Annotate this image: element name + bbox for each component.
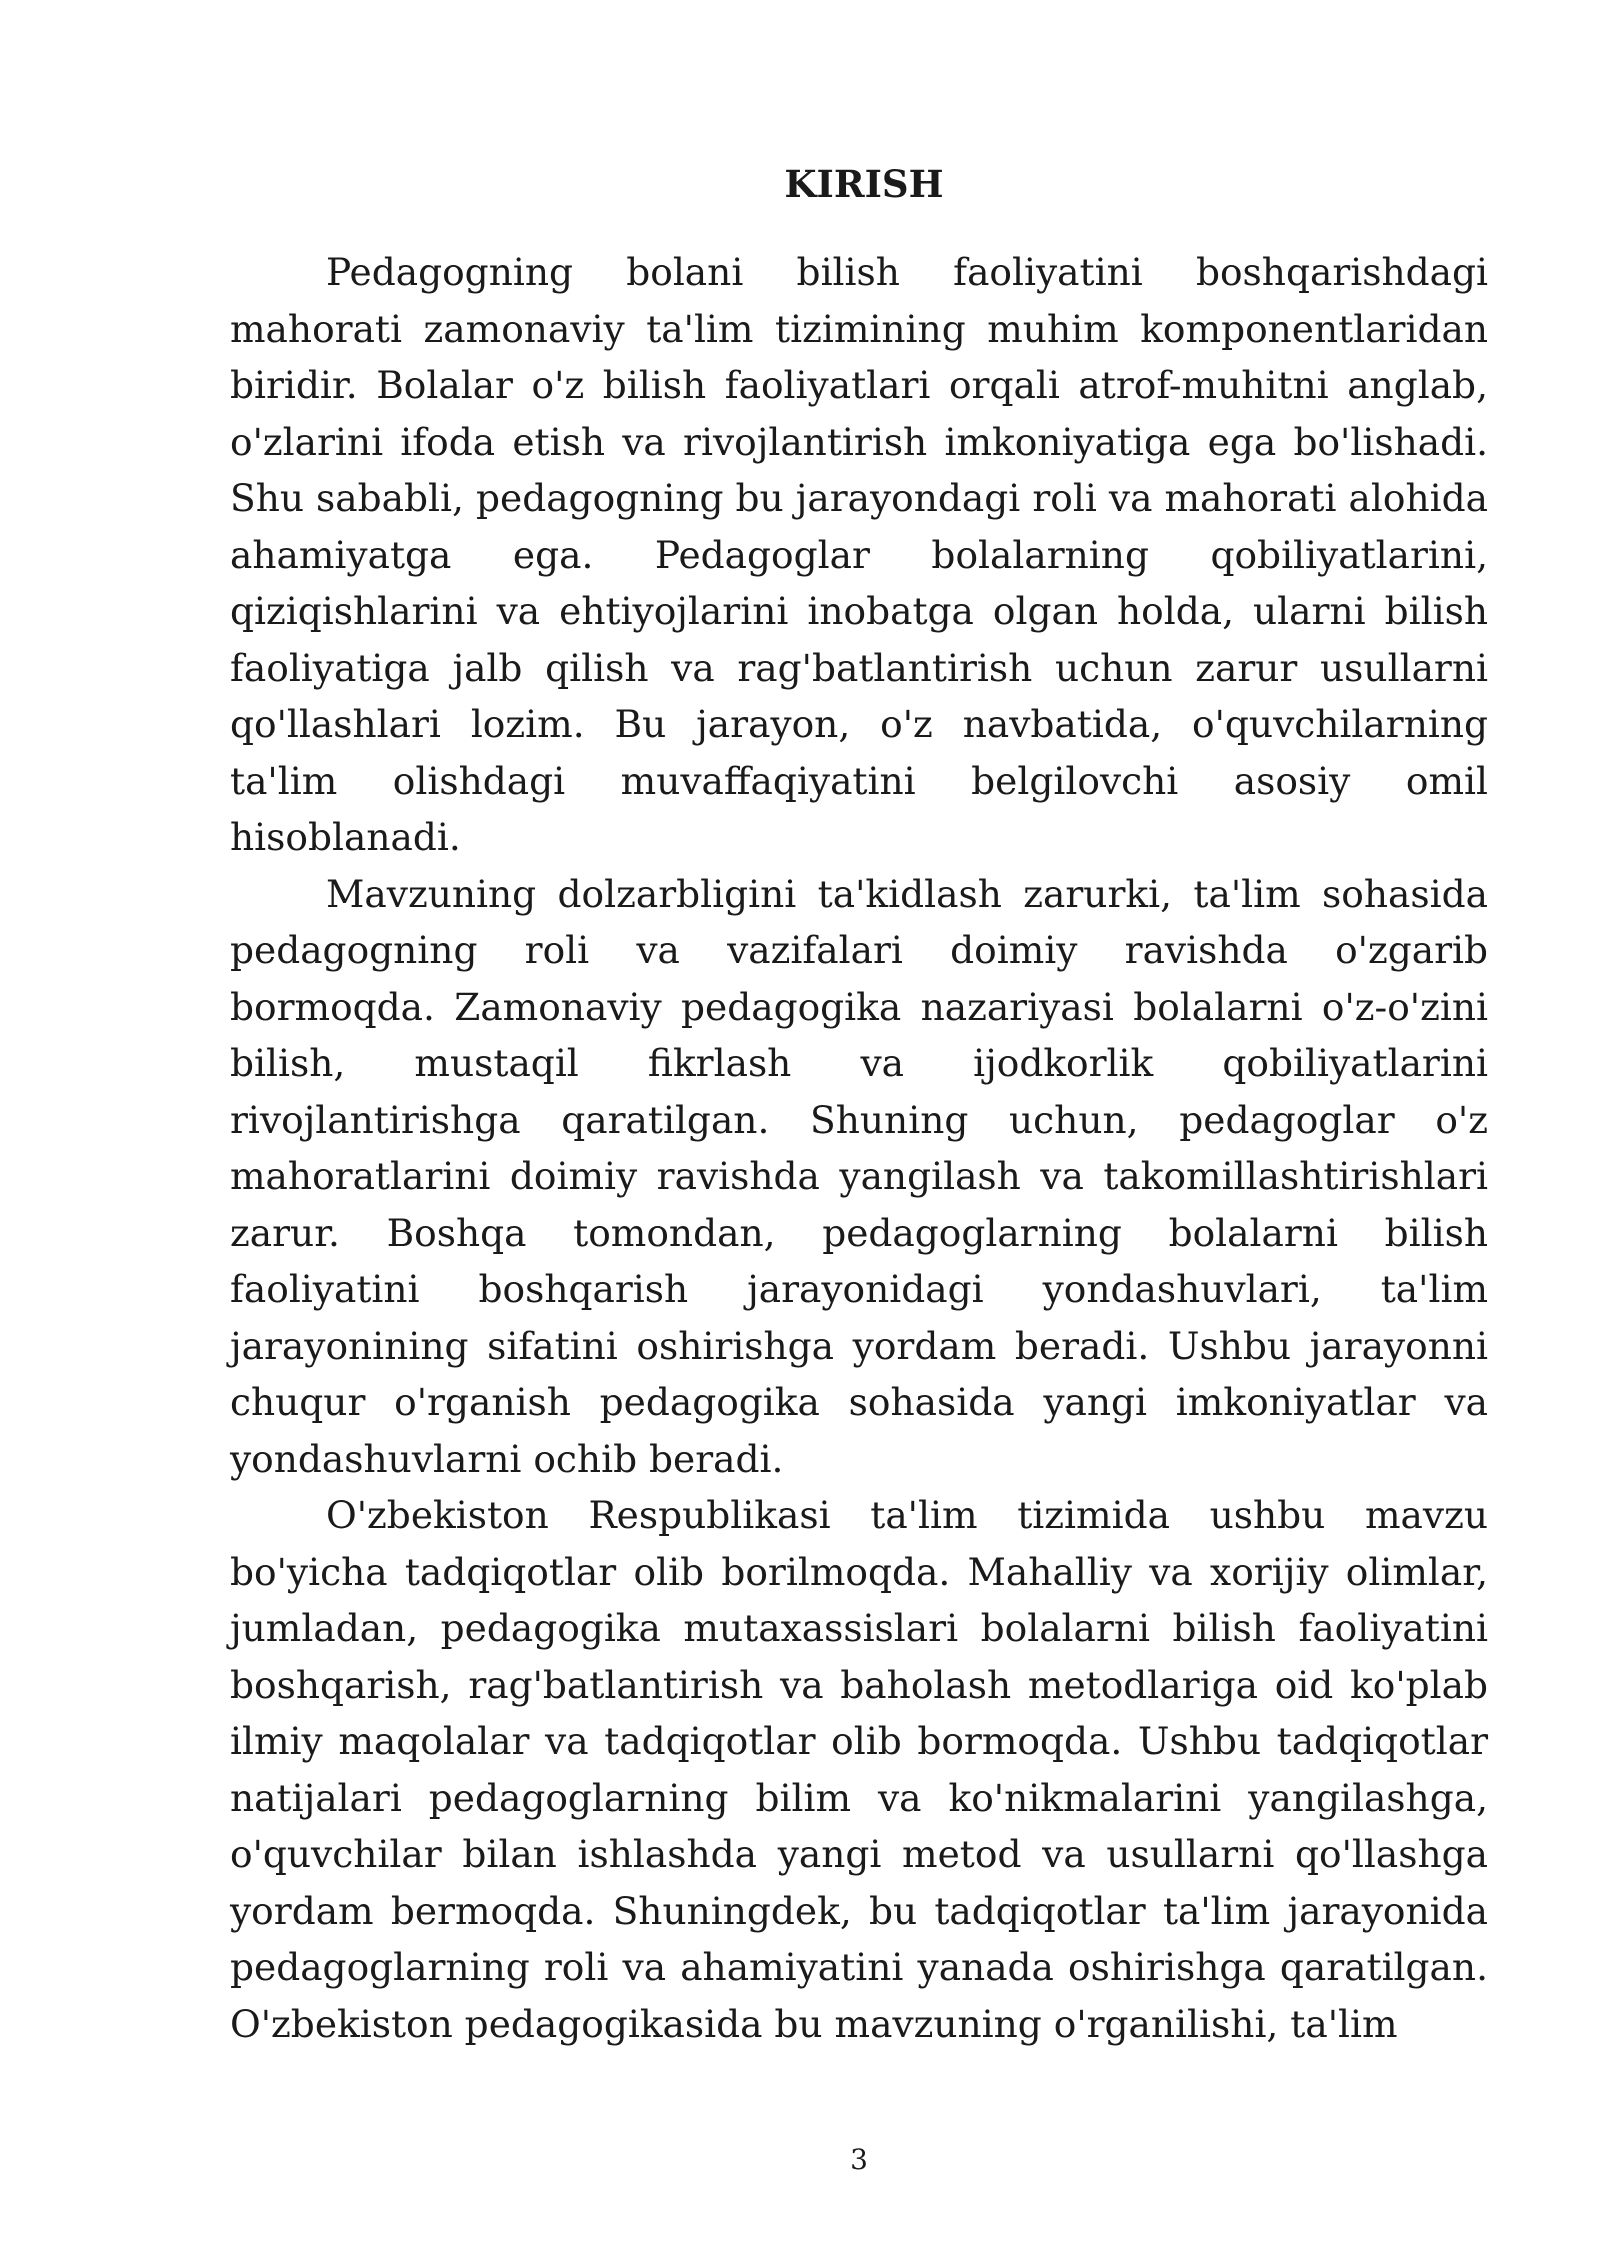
paragraph-1: Pedagogning bolani bilish faoliyatini boshqarishdagi mahorati zamonaviy ta'lim tizimining muhim komponentlaridan biridir. Bolalar o'z bilish faoliyatlari orqali atrof-muhitni anglab, o'zlarini ifoda etish va rivojlantirish imkoniyatiga ega bo'lishadi. Shu sababli, pedagogning bu jarayondagi roli va mahorati alohida ahamiyatga ega. Pedagoglar bolalarning qobiliyatlarini, qiziqishlarini va ehtiyojlarini inobatga olgan holda, ularni bilish faoliyatiga jalb qilish va rag'batlantirish uchun zarur usullarni qo'llashlari lozim. Bu jarayon, o'z navbatida, o'quvchilarning ta'lim olishdagi muvaffaqiyatini belgilovchi asosiy omil hisoblanadi. bbox=[230, 250, 1488, 859]
paragraph-3: O'zbekiston Respublikasi ta'lim tizimida ushbu mavzu bo'yicha tadqiqotlar olib borilmoqda. Mahalliy va xorijiy olimlar, jumladan, pedagogika mutaxassislari bolalarni bilish faoliyatini boshqarish, rag'batlantirish va baholash metodlariga oid ko'plab ilmiy maqolalar va tadqiqotlar olib bormoqda. Ushbu tadqiqotlar natijalari pedagoglarning bilim va ko'nikmalarini yangilashga, o'quvchilar bilan ishlashda yangi metod va usullarni qo'llashga yordam bermoqda. Shuningdek, bu tadqiqotlar ta'lim jarayonida pedagoglarning roli va ahamiyatini yanada oshirishga qaratilgan. O'zbekiston pedagogikasida bu mavzuning o'rganilishi, ta'lim bbox=[230, 1493, 1488, 2046]
section-title: KIRISH bbox=[784, 162, 944, 206]
page-number: 3 bbox=[850, 2143, 868, 2176]
document-body bbox=[230, 244, 1488, 2052]
paragraph-2: Mavzuning dolzarbligini ta'kidlash zarurki, ta'lim sohasida pedagogning roli va vazifalari doimiy ravishda o'zgarib bormoqda. Zamonaviy pedagogika nazariyasi bolalarni o'z-o'zini bilish, mustaqil fikrlash va ijodkorlik qobiliyatlarini rivojlantirishga qaratilgan. Shuning uchun, pedagoglar o'z mahoratlarini doimiy ravishda yangilash va takomillashtirishlari zarur. Boshqa tomondan, pedagoglarning bolalarni bilish faoliyatini boshqarish jarayonidagi yondashuvlari, ta'lim jarayonining sifatini oshirishga yordam beradi. Ushbu jarayonni chuqur o'rganish pedagogika sohasida yangi imkoniyatlar va yondashuvlarni ochib beradi. bbox=[230, 871, 1488, 1481]
